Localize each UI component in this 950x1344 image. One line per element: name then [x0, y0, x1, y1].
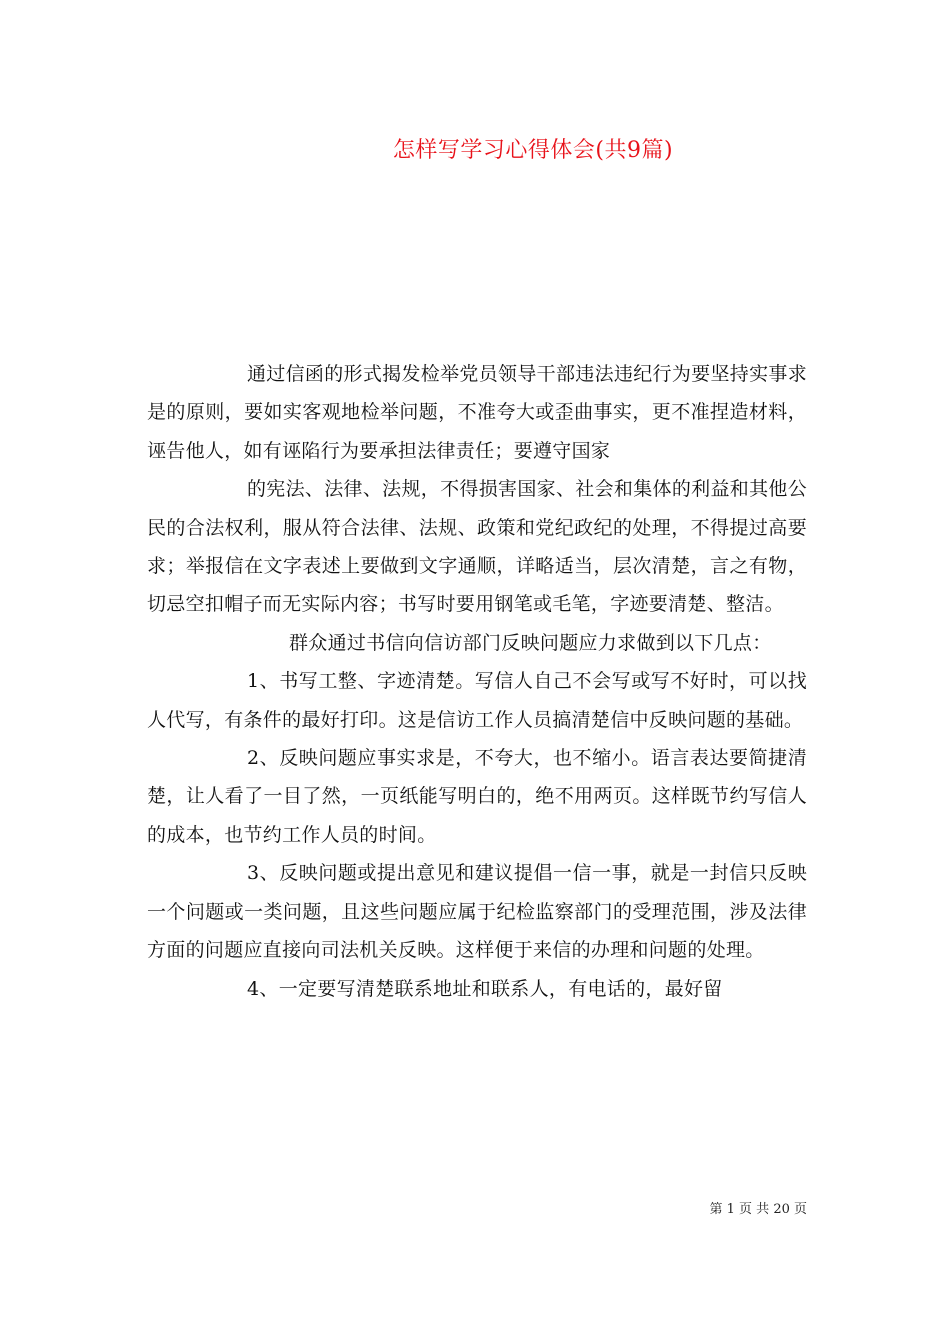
document-title — [0, 133, 950, 169]
paragraph-1: 通过信函的形式揭发检举党员领导干部违法违纪行为要坚持实事求是的原则，要如实客观地检举问题，不准夸大或歪曲事实，更不准捏造材料，诬告他人，如有诬陷行为要承担法律责任；要遵守国家 — [147, 363, 807, 462]
paragraph-7: 4、一定要写清楚联系地址和联系人，有电话的，最好留 — [247, 977, 723, 1000]
document-body — [147, 355, 807, 1008]
document-title-text: 怎样写学习心得体会(共9篇) — [392, 138, 674, 163]
paragraph-2: 的宪法、法律、法规，不得损害国家、社会和集体的利益和其他公民的合法权利，服从符合法律、法规、政策和党纪政纪的处理，不得提过高要求；举报信在文字表述上要做到文字通顺，详略适当，层次清楚，言之有物，切忌空扣帽子而无实际内容；书写时要用钢笔或毛笔，字迹要清楚、整洁。 — [147, 478, 807, 616]
paragraph-5: 2、反映问题应事实求是，不夸大，也不缩小。语言表达要简捷清楚，让人看了一目了然，一页纸能写明白的，绝不用两页。这样既节约写信人的成本，也节约工作人员的时间。 — [147, 747, 807, 846]
paragraph-6: 3、反映问题或提出意见和建议提倡一信一事，就是一封信只反映一个问题或一类问题，且这些问题应属于纪检监察部门的受理范围，涉及法律方面的问题应直接向司法机关反映。这样便于来信的办理和问题的处理。 — [147, 862, 807, 962]
paragraph-4: 1、书写工整、字迹清楚。写信人自己不会写或写不好时，可以找人代写，有条件的最好打印。这是信访工作人员搞清楚信中反映问题的基础。 — [147, 670, 807, 731]
paragraph-3: 群众通过书信向信访部门反映问题应力求做到以下几点： — [289, 631, 772, 654]
page-number-footer: 第 1 页 共 20 页 — [709, 1202, 807, 1217]
